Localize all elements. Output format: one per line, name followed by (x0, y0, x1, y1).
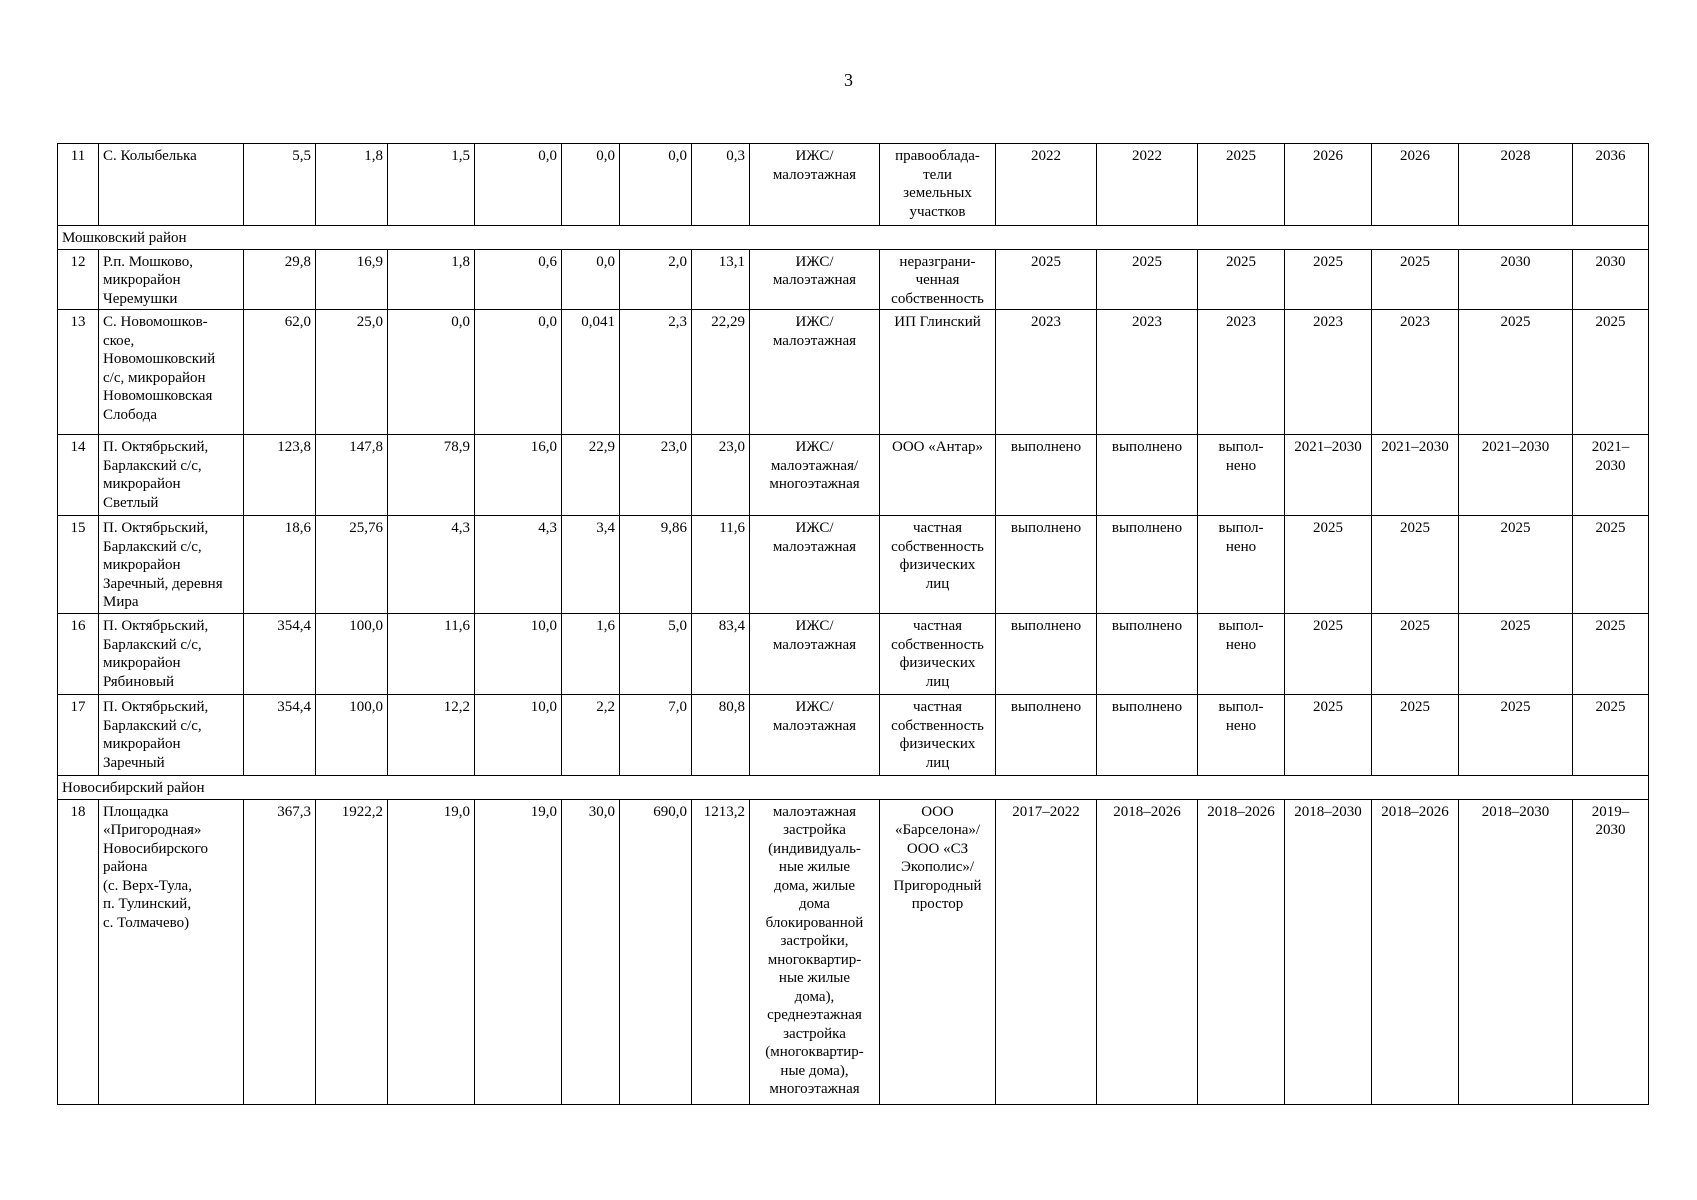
stage-year: 2025 (1573, 310, 1649, 435)
area-value: 23,0 (692, 435, 750, 516)
stage-year: 2018–2026 (1097, 799, 1198, 1104)
land-owner: частная собственность физических лиц (880, 614, 996, 695)
site-name: П. Октябрьский, Барлакский с/с, микрорайон Светлый (99, 435, 244, 516)
area-value: 1922,2 (316, 799, 388, 1104)
stage-year: 2025 (1573, 695, 1649, 776)
stage-year: 2021–2030 (1372, 435, 1459, 516)
stage-year: 2022 (1097, 144, 1198, 226)
stage-year: 2025 (1459, 614, 1573, 695)
site-name: Р.п. Мошково, микрорайон Черемушки (99, 249, 244, 310)
row-number: 15 (58, 516, 99, 614)
area-value: 367,3 (244, 799, 316, 1104)
row-number: 12 (58, 249, 99, 310)
area-value: 147,8 (316, 435, 388, 516)
stage-year: 2025 (1573, 614, 1649, 695)
table-row (58, 695, 1649, 776)
area-value: 0,0 (475, 310, 562, 435)
area-value: 2,0 (620, 249, 692, 310)
area-value: 100,0 (316, 614, 388, 695)
area-value: 25,0 (316, 310, 388, 435)
table-row (58, 310, 1649, 435)
table-body (58, 144, 1649, 1105)
site-name: Площадка «Пригородная» Новосибирского района (с. Верх-Тула, п. Тулинский, с. Толмачево) (99, 799, 244, 1104)
stage-year: 2025 (1459, 695, 1573, 776)
stage-year: 2025 (996, 249, 1097, 310)
stage-year: 2025 (1372, 516, 1459, 614)
area-value: 11,6 (692, 516, 750, 614)
area-value: 29,8 (244, 249, 316, 310)
section-title: Мошковский район (58, 226, 1649, 250)
area-value: 19,0 (388, 799, 475, 1104)
development-type: ИЖС/ малоэтажная (750, 695, 880, 776)
area-value: 3,4 (562, 516, 620, 614)
row-number: 16 (58, 614, 99, 695)
row-number: 13 (58, 310, 99, 435)
land-owner: неразграни- ченная собственность (880, 249, 996, 310)
row-number: 11 (58, 144, 99, 226)
table-row (58, 144, 1649, 226)
stage-year: 2025 (1285, 695, 1372, 776)
area-value: 12,2 (388, 695, 475, 776)
area-value: 16,9 (316, 249, 388, 310)
area-value: 354,4 (244, 614, 316, 695)
table-row (58, 799, 1649, 1104)
area-value: 22,29 (692, 310, 750, 435)
stage-year: выполнено (996, 435, 1097, 516)
area-value: 0,6 (475, 249, 562, 310)
area-value: 83,4 (692, 614, 750, 695)
stage-year: 2021–2030 (1285, 435, 1372, 516)
stage-year: выпол- нено (1198, 614, 1285, 695)
row-number: 14 (58, 435, 99, 516)
land-owner: правооблада- тели земельных участков (880, 144, 996, 226)
area-value: 1213,2 (692, 799, 750, 1104)
stage-year: 2022 (996, 144, 1097, 226)
site-name: С. Новомошков- ское, Новомошковский с/с, микрорайон Новомошковская Слобода (99, 310, 244, 435)
land-owner: частная собственность физических лиц (880, 695, 996, 776)
stage-year: 2028 (1459, 144, 1573, 226)
stage-year: 2019– 2030 (1573, 799, 1649, 1104)
table-row (58, 435, 1649, 516)
stage-year: 2018–2026 (1198, 799, 1285, 1104)
development-type: ИЖС/ малоэтажная (750, 614, 880, 695)
stage-year: 2023 (996, 310, 1097, 435)
area-value: 10,0 (475, 614, 562, 695)
stage-year: 2025 (1573, 516, 1649, 614)
area-value: 0,3 (692, 144, 750, 226)
area-value: 0,041 (562, 310, 620, 435)
area-value: 1,8 (316, 144, 388, 226)
area-value: 10,0 (475, 695, 562, 776)
stage-year: 2018–2030 (1459, 799, 1573, 1104)
site-name: С. Колыбелька (99, 144, 244, 226)
area-value: 2,2 (562, 695, 620, 776)
page-number: 3 (844, 70, 853, 90)
stage-year: 2030 (1459, 249, 1573, 310)
development-type: ИЖС/ малоэтажная (750, 310, 880, 435)
stage-year: выполнено (1097, 435, 1198, 516)
development-type: ИЖС/ малоэтажная/ многоэтажная (750, 435, 880, 516)
row-number: 18 (58, 799, 99, 1104)
stage-year: 2025 (1285, 614, 1372, 695)
stage-year: 2025 (1372, 695, 1459, 776)
area-value: 80,8 (692, 695, 750, 776)
area-value: 5,0 (620, 614, 692, 695)
area-value: 0,0 (562, 249, 620, 310)
stage-year: выпол- нено (1198, 695, 1285, 776)
area-value: 0,0 (388, 310, 475, 435)
area-value: 19,0 (475, 799, 562, 1104)
development-type: малоэтажная застройка (индивидуаль- ные жилые дома, жилые дома блокированной застройки, многоквартир- ные жилые дома), среднеэтажная застройка (многоквартир- ные дома), многоэтажная (750, 799, 880, 1104)
stage-year: 2023 (1372, 310, 1459, 435)
table-row (58, 614, 1649, 695)
area-value: 354,4 (244, 695, 316, 776)
stage-year: 2023 (1285, 310, 1372, 435)
stage-year: 2025 (1285, 249, 1372, 310)
land-owner: ООО «Антар» (880, 435, 996, 516)
area-value: 123,8 (244, 435, 316, 516)
site-name: П. Октябрьский, Барлакский с/с, микрорайон Заречный (99, 695, 244, 776)
stage-year: 2017–2022 (996, 799, 1097, 1104)
area-value: 18,6 (244, 516, 316, 614)
area-value: 100,0 (316, 695, 388, 776)
area-value: 13,1 (692, 249, 750, 310)
row-number: 17 (58, 695, 99, 776)
development-type: ИЖС/ малоэтажная (750, 144, 880, 226)
section-title: Новосибирский район (58, 776, 1649, 800)
stage-year: 2025 (1459, 516, 1573, 614)
area-value: 23,0 (620, 435, 692, 516)
area-value: 1,5 (388, 144, 475, 226)
stage-year: выполнено (1097, 516, 1198, 614)
area-value: 25,76 (316, 516, 388, 614)
table-row (58, 249, 1649, 310)
stage-year: 2021–2030 (1459, 435, 1573, 516)
stage-year: 2018–2030 (1285, 799, 1372, 1104)
site-name: П. Октябрьский, Барлакский с/с, микрорайон Рябиновый (99, 614, 244, 695)
stage-year: 2025 (1372, 614, 1459, 695)
area-value: 22,9 (562, 435, 620, 516)
stage-year: 2026 (1372, 144, 1459, 226)
table-row (58, 516, 1649, 614)
area-value: 0,0 (475, 144, 562, 226)
area-value: 0,0 (620, 144, 692, 226)
stage-year: выполнено (996, 614, 1097, 695)
stage-year: выполнено (996, 516, 1097, 614)
stage-year: 2030 (1573, 249, 1649, 310)
area-value: 5,5 (244, 144, 316, 226)
area-value: 4,3 (475, 516, 562, 614)
stage-year: 2025 (1459, 310, 1573, 435)
area-value: 690,0 (620, 799, 692, 1104)
development-type: ИЖС/ малоэтажная (750, 249, 880, 310)
site-name: П. Октябрьский, Барлакский с/с, микрорайон Заречный, деревня Мира (99, 516, 244, 614)
area-value: 16,0 (475, 435, 562, 516)
area-value: 4,3 (388, 516, 475, 614)
stage-year: выполнено (1097, 614, 1198, 695)
stage-year: 2025 (1198, 144, 1285, 226)
stage-year: выполнено (996, 695, 1097, 776)
section-header-row (58, 776, 1649, 800)
development-type: ИЖС/ малоэтажная (750, 516, 880, 614)
housing-projects-table (57, 143, 1649, 1105)
area-value: 78,9 (388, 435, 475, 516)
stage-year: 2026 (1285, 144, 1372, 226)
stage-year: выпол- нено (1198, 435, 1285, 516)
area-value: 11,6 (388, 614, 475, 695)
stage-year: 2025 (1097, 249, 1198, 310)
area-value: 62,0 (244, 310, 316, 435)
stage-year: 2025 (1285, 516, 1372, 614)
stage-year: 2023 (1097, 310, 1198, 435)
area-value: 2,3 (620, 310, 692, 435)
area-value: 1,8 (388, 249, 475, 310)
area-value: 30,0 (562, 799, 620, 1104)
stage-year: 2036 (1573, 144, 1649, 226)
stage-year: 2025 (1372, 249, 1459, 310)
land-owner: ООО «Барселона»/ ООО «СЗ Экополис»/ Пригородный простор (880, 799, 996, 1104)
land-owner: частная собственность физических лиц (880, 516, 996, 614)
stage-year: 2025 (1198, 249, 1285, 310)
area-value: 1,6 (562, 614, 620, 695)
section-header-row (58, 226, 1649, 250)
area-value: 7,0 (620, 695, 692, 776)
area-value: 0,0 (562, 144, 620, 226)
stage-year: 2018–2026 (1372, 799, 1459, 1104)
stage-year: выполнено (1097, 695, 1198, 776)
area-value: 9,86 (620, 516, 692, 614)
stage-year: 2021– 2030 (1573, 435, 1649, 516)
stage-year: 2023 (1198, 310, 1285, 435)
stage-year: выпол- нено (1198, 516, 1285, 614)
land-owner: ИП Глинский (880, 310, 996, 435)
